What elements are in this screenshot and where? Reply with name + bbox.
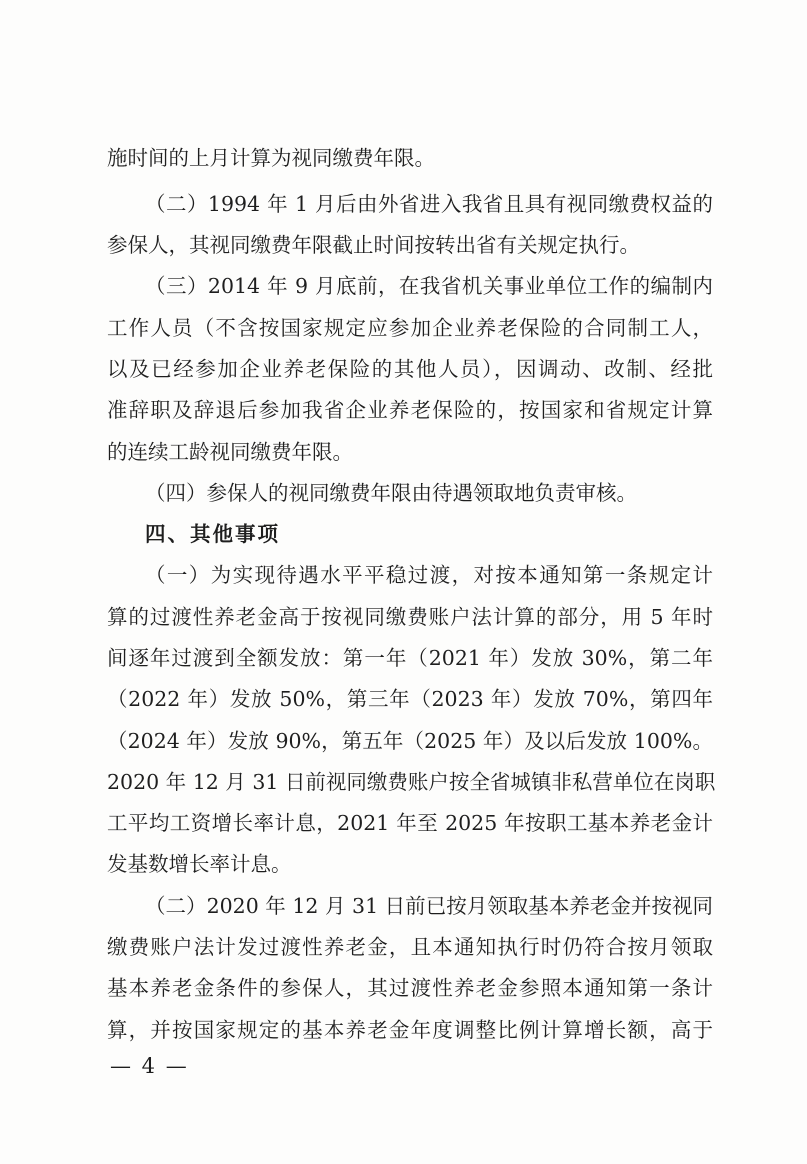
paragraph-first-line: （四）参保人的视同缴费年限由待遇领取地负责审核。: [145, 481, 637, 505]
page-number: — 4 —: [110, 1054, 189, 1078]
body-line: 工平均工资增长率计息，2021 年至 2025 年按职工基本养老金计: [107, 811, 713, 835]
body-line: 算的过渡性养老金高于按视同缴费账户法计算的部分，用 5 年时: [107, 605, 713, 629]
body-line: 发基数增长率计息。: [107, 852, 292, 876]
body-line: 2020 年 12 月 31 日前视同缴费账户按全省城镇非私营单位在岗职: [107, 770, 716, 794]
paragraph-first-line: （三）2014 年 9 月底前，在我省机关事业单位工作的编制内: [145, 274, 713, 298]
body-line: 准辞职及辞退后参加我省企业养老保险的，按国家和省规定计算: [107, 398, 713, 422]
body-line: 参保人，其视同缴费年限截止时间按转出省有关规定执行。: [107, 233, 640, 257]
body-line: 的连续工龄视同缴费年限。: [107, 440, 353, 464]
body-line: 以及已经参加企业养老保险的其他人员），因调动、改制、经批: [107, 357, 713, 381]
body-line: 缴费账户法计发过渡性养老金，且本通知执行时仍符合按月领取: [107, 935, 713, 959]
body-line: （2024 年）发放 90%，第五年（2025 年）及以后发放 100%。: [107, 729, 713, 753]
body-line: 工作人员（不含按国家规定应参加企业养老保险的合同制工人，: [107, 316, 713, 340]
body-line: （2022 年）发放 50%，第三年（2023 年）发放 70%，第四年: [107, 687, 713, 711]
body-line: 基本养老金条件的参保人，其过渡性养老金参照本通知第一条计: [107, 976, 713, 1000]
body-line: 算，并按国家规定的基本养老金年度调整比例计算增长额，高于: [107, 1018, 713, 1042]
paragraph-first-line: （二）2020 年 12 月 31 日前已按月领取基本养老金并按视同: [145, 894, 713, 918]
body-line: 间逐年过渡到全额发放：第一年（2021 年）发放 30%，第二年: [107, 646, 713, 670]
paragraph-first-line: （二）1994 年 1 月后由外省进入我省且具有视同缴费权益的: [145, 192, 713, 216]
section-heading: 四、其他事项: [145, 522, 280, 546]
paragraph-first-line: （一）为实现待遇水平平稳过渡，对按本通知第一条规定计: [145, 563, 713, 587]
body-line: 施时间的上月计算为视同缴费年限。: [107, 146, 435, 170]
